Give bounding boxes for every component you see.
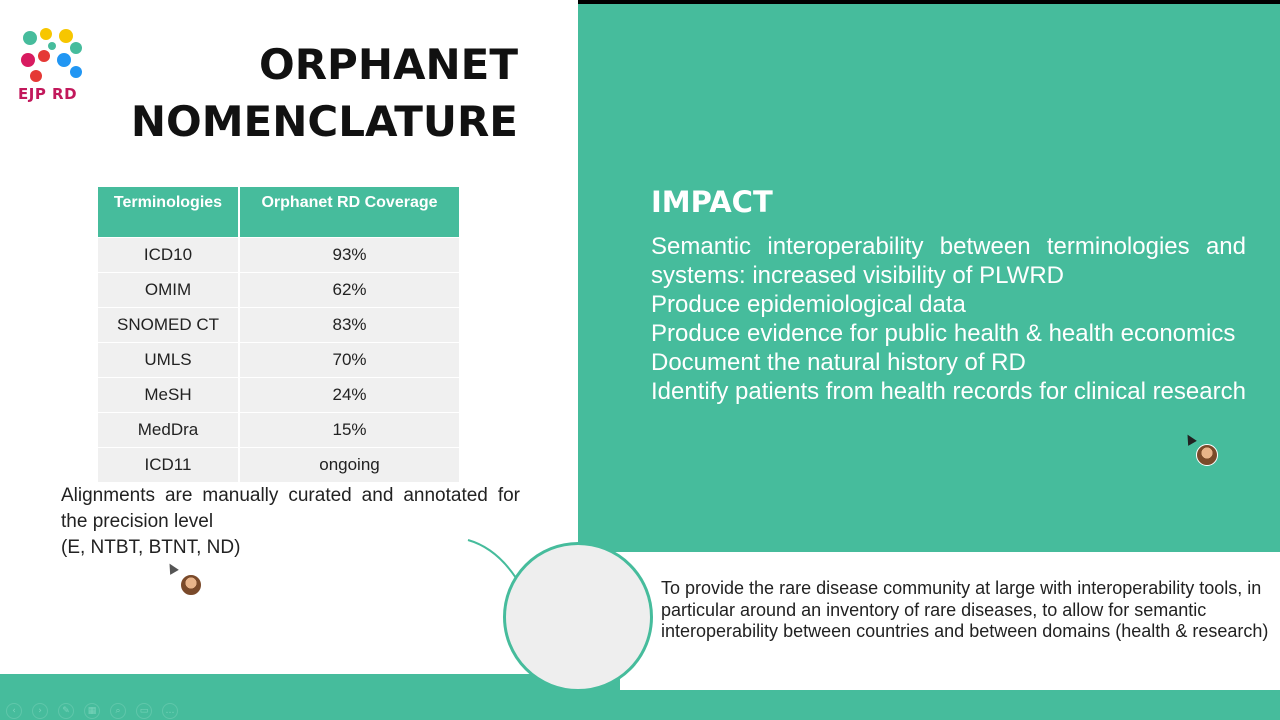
table-header: Orphanet RD Coverage	[239, 187, 459, 238]
table-row	[98, 308, 459, 343]
impact-item: Produce epidemiological data	[651, 291, 966, 318]
subtitle-icon[interactable]: ▭	[136, 703, 152, 719]
table-cell: 24%	[239, 378, 459, 413]
coverage-table	[98, 187, 459, 482]
table-cell: 70%	[239, 343, 459, 378]
slides-icon[interactable]: ▦	[84, 703, 100, 719]
next-icon[interactable]: ›	[32, 703, 48, 719]
title-line-2: NOMENCLATURE	[130, 97, 518, 146]
more-icon[interactable]: …	[162, 703, 178, 719]
page-title	[131, 36, 518, 150]
table-cell: ICD10	[98, 238, 239, 273]
table-row	[98, 413, 459, 448]
table-cell: ICD11	[98, 448, 239, 483]
table-row	[98, 343, 459, 378]
table-row	[98, 378, 459, 413]
impact-heading: IMPACT	[651, 185, 773, 219]
table-row	[98, 273, 459, 308]
zoom-icon[interactable]: ⌕	[110, 703, 126, 719]
table-cell: 15%	[239, 413, 459, 448]
logo-text: EJP RD	[18, 85, 78, 103]
table-row	[98, 238, 459, 273]
impact-item: Document the natural history of RD	[651, 349, 1026, 376]
table-cell: MeSH	[98, 378, 239, 413]
table-cell: 83%	[239, 308, 459, 343]
table-cell: ongoing	[239, 448, 459, 483]
title-line-1: ORPHANET	[259, 40, 518, 89]
table-cell: MedDra	[98, 413, 239, 448]
impact-item: Identify patients from health records for clinical research	[651, 378, 1246, 405]
table-row	[98, 448, 459, 483]
table-cell: SNOMED CT	[98, 308, 239, 343]
table-cell: OMIM	[98, 273, 239, 308]
table-cell: 62%	[239, 273, 459, 308]
mission-statement: To provide the rare disease community at large with interoperability tools, in particular around an inventory of rare diseases, to allow for semantic interoperability between countries and between domains (health & research)	[661, 578, 1269, 641]
pen-icon[interactable]: ✎	[58, 703, 74, 719]
impact-list	[651, 232, 1246, 406]
table-cell: UMLS	[98, 343, 239, 378]
alignments-note	[61, 483, 520, 561]
alignments-text: Alignments are manually curated and annotated for the precision level	[61, 485, 520, 532]
table-cell: 93%	[239, 238, 459, 273]
participant-avatar[interactable]	[180, 574, 202, 596]
prev-icon[interactable]: ‹	[6, 703, 22, 719]
alignments-levels: (E, NTBT, BTNT, ND)	[61, 537, 241, 558]
impact-item: Produce evidence for public health & health economics	[651, 320, 1236, 347]
table-header: Terminologies	[98, 187, 239, 238]
presenter-toolbar	[6, 703, 178, 719]
impact-item: Semantic interoperability between terminologies and systems: increased visibility of PLWRD	[651, 233, 1246, 289]
participant-avatar[interactable]	[1196, 444, 1218, 466]
mission-circle-graphic	[503, 542, 653, 692]
